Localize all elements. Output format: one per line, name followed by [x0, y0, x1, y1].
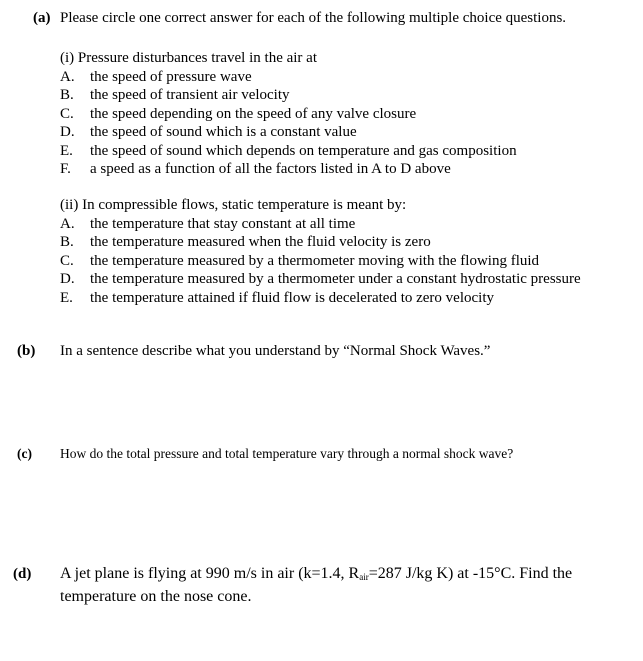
question-i-option-e[interactable]: E. the speed of sound which depends on temperature and gas composition — [60, 142, 517, 159]
part-b-question: In a sentence describe what you understand by “Normal Shock Waves.” — [60, 343, 491, 359]
part-d-question: A jet plane is flying at 990 m/s in air (k=1.4, $R_{air}=287$ J/kg K) at -15°C. Find the temperature on the nose cone. — [60, 565, 573, 605]
question-i-option-a[interactable]: A. the speed of pressure wave — [60, 68, 252, 85]
question-ii — [60, 196, 581, 307]
question-ii-option-e[interactable]: E. the temperature attained if fluid flow is decelerated to zero velocity — [60, 289, 494, 306]
question-ii-option-a[interactable]: A. the temperature that stay constant at all time — [60, 215, 356, 232]
question-ii-stem: (ii) In compressible flows, static temperature is meant by: — [60, 197, 407, 213]
air-subscript: air — [359, 572, 369, 582]
question-i-stem: (i) Pressure disturbances travel in the air at — [60, 50, 317, 66]
part-d-label: (d) — [13, 566, 32, 582]
question-ii-option-b[interactable]: B. the temperature measured when the fluid velocity is zero — [60, 234, 431, 250]
part-a-instruction: Please circle one correct answer for each of the following multiple choice questions. — [60, 10, 567, 26]
part-c-label: (c) — [17, 446, 32, 461]
question-i-option-c[interactable]: C. the speed depending on the speed of any valve closure — [60, 105, 417, 122]
part-b-label: (b) — [17, 343, 36, 359]
question-i-option-d[interactable]: D. the speed of sound which is a constant value — [60, 124, 357, 140]
question-i — [60, 49, 517, 179]
part-a-label: (a) — [33, 10, 51, 26]
question-ii-option-c[interactable]: C. the temperature measured by a thermometer moving with the flowing fluid — [60, 252, 540, 269]
question-i-option-b[interactable]: B. the speed of transient air velocity — [60, 87, 290, 103]
question-i-option-f[interactable]: F. a speed as a function of all the factors listed in A to D above — [60, 161, 451, 177]
question-ii-option-d[interactable]: D. the temperature measured by a thermometer under a constant hydrostatic pressure — [60, 271, 581, 287]
part-c-question: How do the total pressure and total temperature vary through a normal shock wave? — [60, 446, 514, 461]
